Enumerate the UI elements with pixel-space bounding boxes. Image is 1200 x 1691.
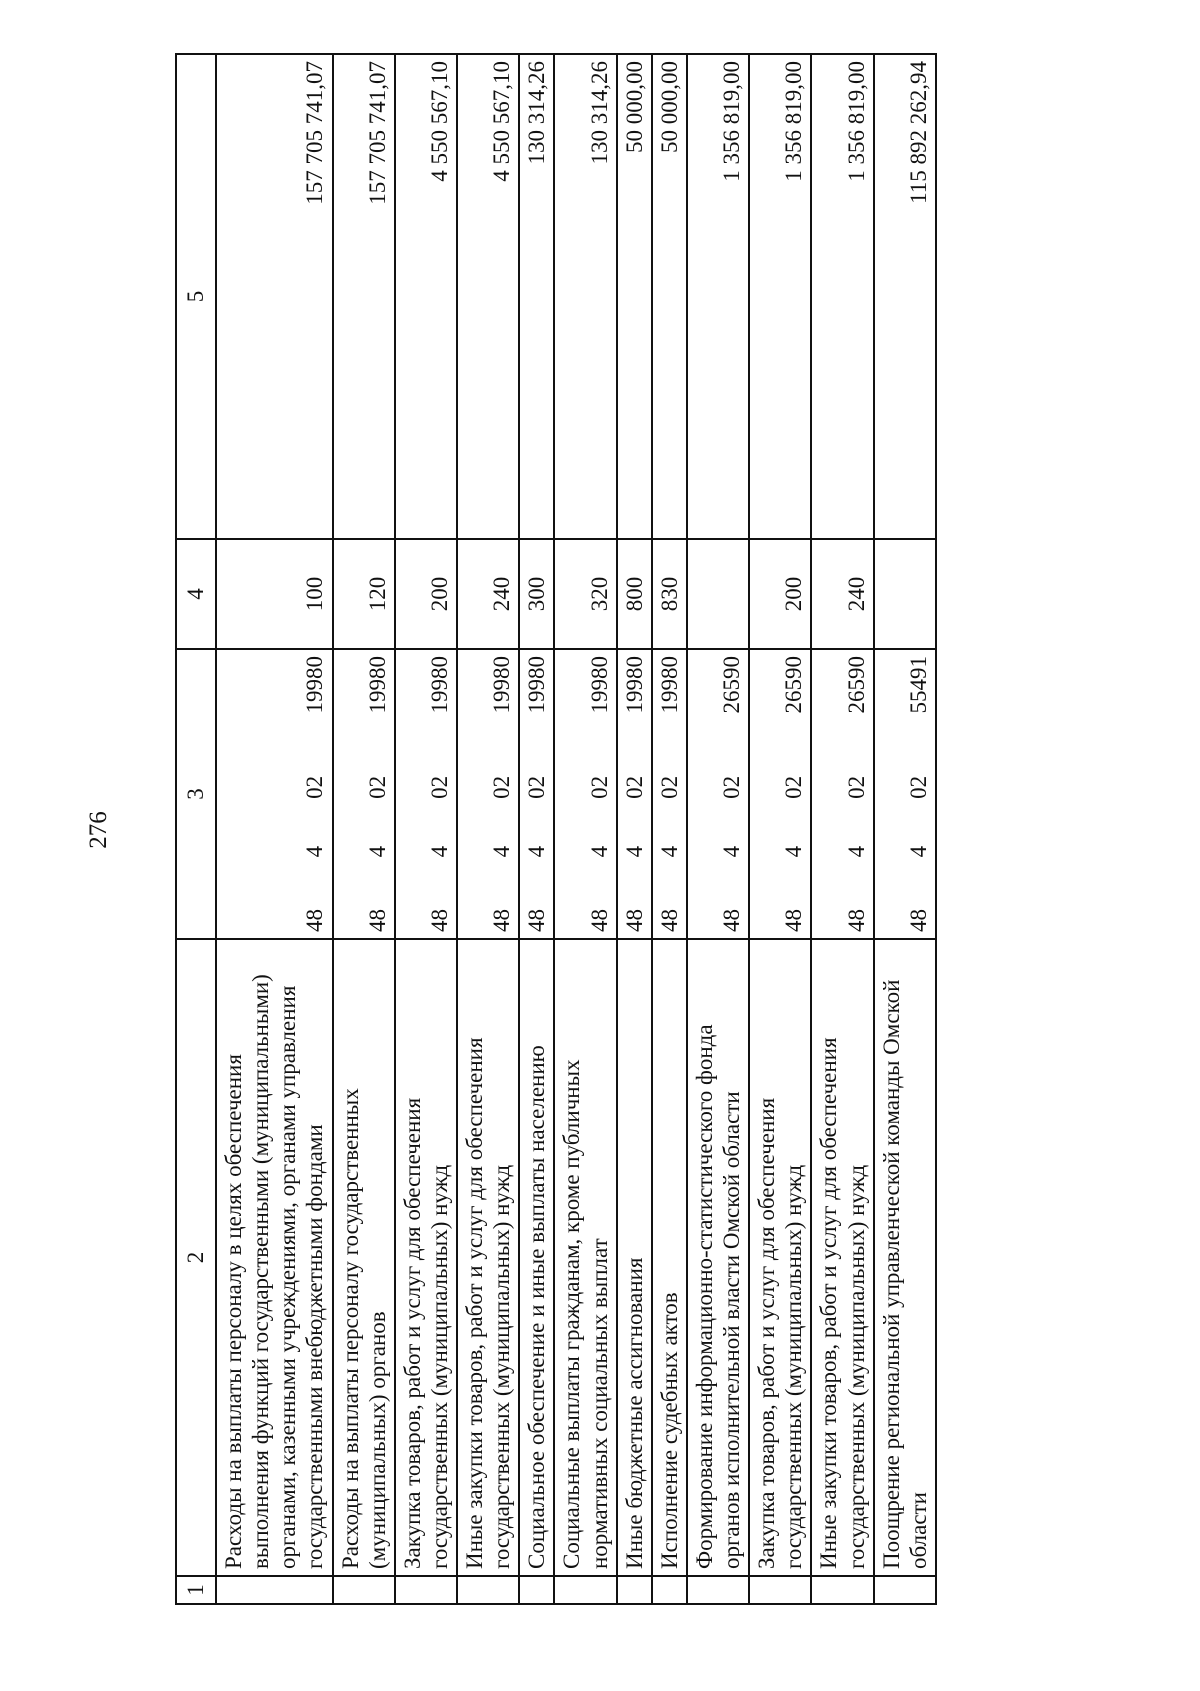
row-expense-type: 240 bbox=[811, 539, 873, 649]
row-code-part-4: 19980 bbox=[524, 656, 550, 714]
row-description: Закупка товаров, работ и услуг для обеспечения государственных (муниципальных) нужд bbox=[395, 939, 457, 1576]
row-amount: 130 314,26 bbox=[519, 54, 554, 539]
rotated-page bbox=[45, 55, 1095, 1605]
row-code-part-3: 02 bbox=[621, 775, 647, 799]
row-expense-type: 320 bbox=[554, 539, 616, 649]
row-code-part-4: 19980 bbox=[364, 656, 390, 714]
row-amount: 157 705 741,07 bbox=[333, 54, 395, 539]
table-row bbox=[874, 54, 936, 1604]
row-code-cell bbox=[749, 649, 811, 939]
budget-table bbox=[175, 53, 937, 1605]
row-description: Расходы на выплаты персоналу в целях обеспечения выполнения функций государственными (муниципальными) органами, казенными учреждениями, органами управления государственными внебюджетными фондами bbox=[216, 939, 333, 1576]
row-code-cell bbox=[333, 649, 395, 939]
row-amount: 130 314,26 bbox=[554, 54, 616, 539]
row-code-part-1: 48 bbox=[656, 909, 682, 932]
row-number-cell bbox=[652, 1576, 687, 1604]
row-code-cell bbox=[216, 649, 333, 939]
row-code-part-2: 4 bbox=[586, 845, 612, 858]
row-number-cell bbox=[811, 1576, 873, 1604]
row-description: Социальные выплаты гражданам, кроме публичных нормативных социальных выплат bbox=[554, 939, 616, 1576]
row-code-part-2: 4 bbox=[426, 845, 452, 858]
row-code-part-2: 4 bbox=[843, 845, 869, 858]
row-code-part-3: 02 bbox=[586, 775, 612, 799]
row-amount: 50 000,00 bbox=[617, 54, 652, 539]
row-code-part-2: 4 bbox=[302, 845, 328, 858]
table-row bbox=[554, 54, 616, 1604]
row-expense-type: 240 bbox=[457, 539, 519, 649]
row-amount: 157 705 741,07 bbox=[216, 54, 333, 539]
row-code-cell bbox=[687, 649, 749, 939]
row-code-part-1: 48 bbox=[621, 909, 647, 932]
row-code-part-4: 19980 bbox=[489, 656, 515, 714]
row-expense-type: 120 bbox=[333, 539, 395, 649]
table-row bbox=[519, 54, 554, 1604]
row-code-part-4: 55491 bbox=[905, 656, 931, 714]
table-row bbox=[652, 54, 687, 1604]
row-number-cell bbox=[216, 1576, 333, 1604]
row-code-part-3: 02 bbox=[524, 775, 550, 799]
row-amount: 50 000,00 bbox=[652, 54, 687, 539]
table-row bbox=[216, 54, 333, 1604]
table-header-row bbox=[176, 54, 216, 1604]
row-description: Закупка товаров, работ и услуг для обеспечения государственных (муниципальных) нужд bbox=[749, 939, 811, 1576]
row-code-part-4: 19980 bbox=[302, 656, 328, 714]
table-row bbox=[457, 54, 519, 1604]
row-description: Социальное обеспечение и иные выплаты населению bbox=[519, 939, 554, 1576]
row-code-cell bbox=[874, 649, 936, 939]
row-expense-type: 800 bbox=[617, 539, 652, 649]
row-code-part-3: 02 bbox=[719, 775, 744, 799]
row-description: Иные закупки товаров, работ и услуг для обеспечения государственных (муниципальных) нужд bbox=[457, 939, 519, 1576]
row-amount: 1 356 819,00 bbox=[749, 54, 811, 539]
row-code-part-2: 4 bbox=[364, 845, 390, 858]
row-code-part-1: 48 bbox=[426, 909, 452, 932]
row-code-part-4: 26590 bbox=[781, 656, 807, 714]
row-number-cell bbox=[457, 1576, 519, 1604]
row-number-cell bbox=[687, 1576, 749, 1604]
table-row bbox=[333, 54, 395, 1604]
row-number-cell bbox=[333, 1576, 395, 1604]
row-code-part-3: 02 bbox=[364, 775, 390, 799]
row-amount: 4 550 567,10 bbox=[395, 54, 457, 539]
row-code-part-2: 4 bbox=[719, 845, 744, 858]
row-number-cell bbox=[617, 1576, 652, 1604]
row-code-part-4: 26590 bbox=[719, 656, 744, 714]
row-amount: 4 550 567,10 bbox=[457, 54, 519, 539]
row-code-part-3: 02 bbox=[489, 775, 515, 799]
row-code-part-4: 19980 bbox=[586, 656, 612, 714]
row-expense-type bbox=[874, 539, 936, 649]
row-code-part-3: 02 bbox=[302, 775, 328, 799]
header-col-3: 3 bbox=[176, 649, 216, 939]
header-col-1: 1 bbox=[176, 1576, 216, 1604]
row-code-cell bbox=[652, 649, 687, 939]
row-number-cell bbox=[874, 1576, 936, 1604]
row-code-part-1: 48 bbox=[719, 909, 744, 932]
row-expense-type bbox=[687, 539, 749, 649]
header-col-4: 4 bbox=[176, 539, 216, 649]
table-row bbox=[811, 54, 873, 1604]
row-code-part-1: 48 bbox=[781, 909, 807, 932]
row-code-part-3: 02 bbox=[843, 775, 869, 799]
header-col-5: 5 bbox=[176, 54, 216, 539]
row-expense-type: 100 bbox=[216, 539, 333, 649]
row-code-cell bbox=[554, 649, 616, 939]
row-code-part-4: 19980 bbox=[656, 656, 682, 714]
row-description: Иные бюджетные ассигнования bbox=[617, 939, 652, 1576]
row-number-cell bbox=[519, 1576, 554, 1604]
table-row bbox=[749, 54, 811, 1604]
row-amount: 1 356 819,00 bbox=[811, 54, 873, 539]
row-code-cell bbox=[519, 649, 554, 939]
row-code-part-2: 4 bbox=[524, 845, 550, 858]
row-code-part-4: 19980 bbox=[426, 656, 452, 714]
row-expense-type: 300 bbox=[519, 539, 554, 649]
row-code-part-1: 48 bbox=[905, 909, 931, 932]
row-code-part-1: 48 bbox=[843, 909, 869, 932]
row-code-cell bbox=[617, 649, 652, 939]
row-code-part-3: 02 bbox=[656, 775, 682, 799]
row-code-part-3: 02 bbox=[905, 775, 931, 799]
row-description: Исполнение судебных актов bbox=[652, 939, 687, 1576]
row-expense-type: 200 bbox=[395, 539, 457, 649]
row-code-part-3: 02 bbox=[781, 775, 807, 799]
row-code-part-2: 4 bbox=[781, 845, 807, 858]
row-code-part-4: 26590 bbox=[843, 656, 869, 714]
row-code-part-4: 19980 bbox=[621, 656, 647, 714]
table-row bbox=[617, 54, 652, 1604]
page-number: 276 bbox=[85, 811, 112, 849]
row-code-cell bbox=[811, 649, 873, 939]
row-amount: 115 892 262,94 bbox=[874, 54, 936, 539]
table-row bbox=[395, 54, 457, 1604]
row-description: Иные закупки товаров, работ и услуг для обеспечения государственных (муниципальных) нужд bbox=[811, 939, 873, 1576]
row-code-part-2: 4 bbox=[905, 845, 931, 858]
row-number-cell bbox=[554, 1576, 616, 1604]
row-code-part-1: 48 bbox=[586, 909, 612, 932]
row-code-cell bbox=[457, 649, 519, 939]
row-code-part-1: 48 bbox=[364, 909, 390, 932]
header-col-2: 2 bbox=[176, 939, 216, 1576]
row-description: Расходы на выплаты персоналу государственных (муниципальных) органов bbox=[333, 939, 395, 1576]
row-code-part-2: 4 bbox=[656, 845, 682, 858]
row-code-part-1: 48 bbox=[489, 909, 515, 932]
table-row bbox=[687, 54, 749, 1604]
row-amount: 1 356 819,00 bbox=[687, 54, 749, 539]
row-expense-type: 830 bbox=[652, 539, 687, 649]
row-description: Формирование информационно-статистического фонда органов исполнительной власти Омской области bbox=[687, 939, 749, 1576]
row-code-cell bbox=[395, 649, 457, 939]
row-expense-type: 200 bbox=[749, 539, 811, 649]
row-code-part-3: 02 bbox=[426, 775, 452, 799]
row-code-part-1: 48 bbox=[524, 909, 550, 932]
row-description: Поощрение региональной управленческой команды Омской области bbox=[874, 939, 936, 1576]
row-code-part-1: 48 bbox=[302, 909, 328, 932]
row-code-part-2: 4 bbox=[621, 845, 647, 858]
row-number-cell bbox=[395, 1576, 457, 1604]
row-number-cell bbox=[749, 1576, 811, 1604]
row-code-part-2: 4 bbox=[489, 845, 515, 858]
